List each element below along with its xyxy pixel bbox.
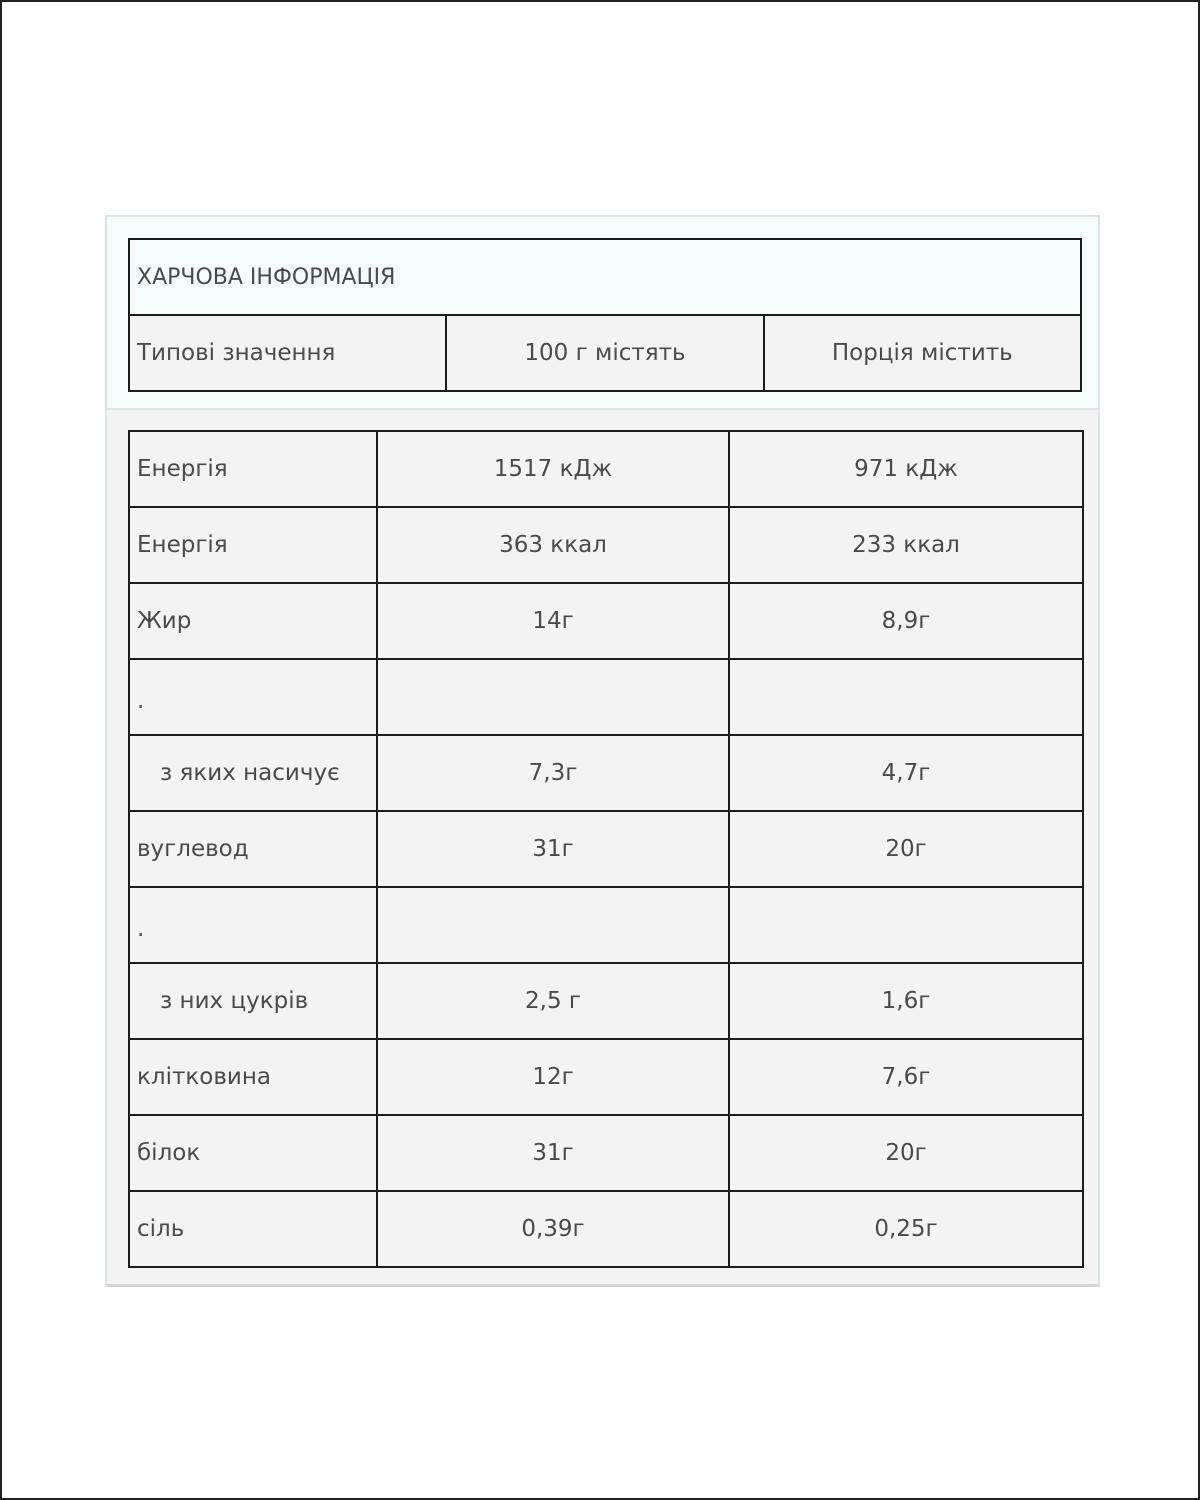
table-row — [129, 887, 1083, 963]
column-header-typical: Типові значення — [129, 315, 446, 391]
value-per-100g: 31г — [377, 811, 729, 887]
nutrition-panel — [105, 215, 1100, 1287]
row-label: Енергія — [129, 431, 377, 507]
value-per-100g — [377, 659, 729, 735]
value-per-100g: 0,39г — [377, 1191, 729, 1267]
table-row — [129, 1039, 1083, 1115]
value-per-serving: 8,9г — [729, 583, 1083, 659]
table-row — [129, 431, 1083, 507]
column-header-row — [129, 315, 1081, 391]
table-row — [129, 811, 1083, 887]
value-per-100g — [377, 887, 729, 963]
title-row — [129, 239, 1081, 315]
value-per-100g: 363 ккал — [377, 507, 729, 583]
value-per-serving — [729, 887, 1083, 963]
row-label: . — [129, 887, 377, 963]
row-label: з них цукрів — [129, 963, 377, 1039]
value-per-serving: 0,25г — [729, 1191, 1083, 1267]
value-per-100g: 31г — [377, 1115, 729, 1191]
value-per-serving: 1,6г — [729, 963, 1083, 1039]
value-per-serving — [729, 659, 1083, 735]
value-per-100g: 12г — [377, 1039, 729, 1115]
table-row — [129, 507, 1083, 583]
nutrition-values-table — [128, 430, 1084, 1268]
table-row — [129, 963, 1083, 1039]
table-row — [129, 659, 1083, 735]
row-label: клітковина — [129, 1039, 377, 1115]
value-per-serving: 20г — [729, 1115, 1083, 1191]
value-per-serving: 4,7г — [729, 735, 1083, 811]
row-label: Енергія — [129, 507, 377, 583]
value-per-100g: 7,3г — [377, 735, 729, 811]
table-row — [129, 1115, 1083, 1191]
value-per-serving: 971 кДж — [729, 431, 1083, 507]
value-per-100g: 1517 кДж — [377, 431, 729, 507]
row-label: вуглевод — [129, 811, 377, 887]
value-per-serving: 233 ккал — [729, 507, 1083, 583]
value-per-100g: 14г — [377, 583, 729, 659]
value-per-100g: 2,5 г — [377, 963, 729, 1039]
table-row — [129, 735, 1083, 811]
value-per-serving: 20г — [729, 811, 1083, 887]
row-label: сіль — [129, 1191, 377, 1267]
row-label: . — [129, 659, 377, 735]
table-row — [129, 1191, 1083, 1267]
row-label: з яких насичує — [129, 735, 377, 811]
row-label: білок — [129, 1115, 377, 1191]
nutrition-rows — [129, 431, 1083, 1267]
table-title: ХАРЧОВА ІНФОРМАЦІЯ — [129, 239, 1081, 315]
column-header-per-100g: 100 г містять — [446, 315, 763, 391]
column-header-per-serving: Порція містить — [764, 315, 1081, 391]
value-per-serving: 7,6г — [729, 1039, 1083, 1115]
table-row — [129, 583, 1083, 659]
nutrition-header-table — [128, 238, 1082, 392]
row-label: Жир — [129, 583, 377, 659]
